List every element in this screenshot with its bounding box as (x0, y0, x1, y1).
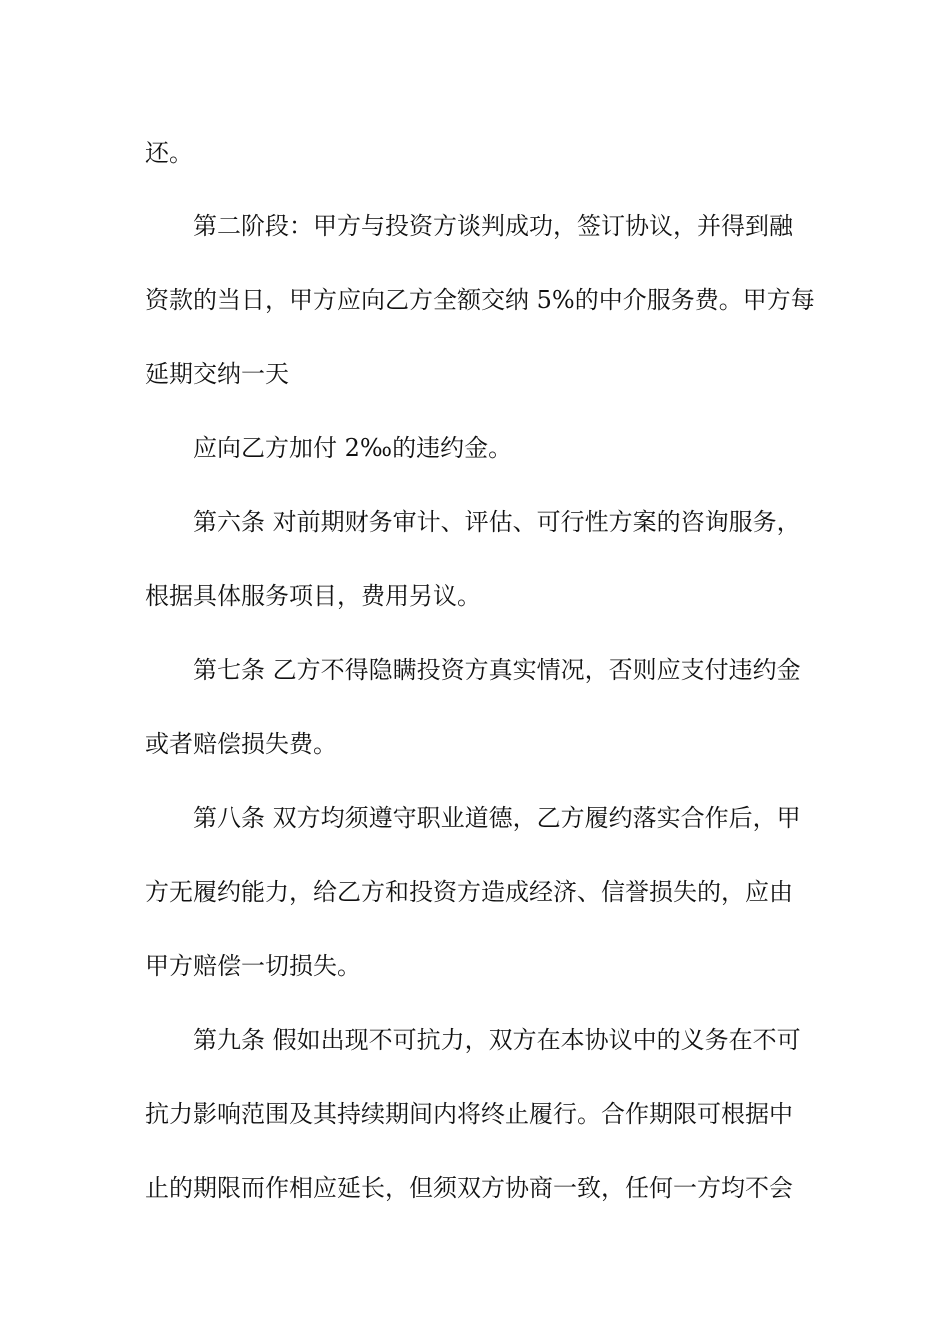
article-seven-line-1: 第七条 乙方不得隐瞒投资方真实情况，否则应支付违约金 (193, 656, 801, 684)
article-eight-line-3: 甲方赔偿一切损失。 (145, 952, 361, 980)
article-seven-line-2: 或者赔偿损失费。 (145, 730, 337, 758)
text-line-1: 还。 (145, 139, 193, 167)
paragraph-stage-two-line-3: 延期交纳一天 (145, 360, 289, 388)
article-nine-line-2: 抗力影响范围及其持续期间内将终止履行。合作期限可根据中 (145, 1100, 793, 1128)
article-eight-line-2: 方无履约能力，给乙方和投资方造成经济、信誉损失的，应由 (145, 878, 793, 906)
article-six-line-2: 根据具体服务项目，费用另议。 (145, 582, 481, 610)
article-six-line-1: 第六条 对前期财务审计、评估、可行性方案的咨询服务， (193, 508, 801, 536)
paragraph-penalty-line: 应向乙方加付 2‰的违约金。 (193, 434, 513, 462)
article-nine-line-1: 第九条 假如出现不可抗力，双方在本协议中的义务在不可 (193, 1026, 801, 1054)
article-eight-line-1: 第八条 双方均须遵守职业道德，乙方履约落实合作后，甲 (193, 804, 801, 832)
article-nine-line-3: 止的期限而作相应延长，但须双方协商一致，任何一方均不会 (145, 1174, 793, 1202)
paragraph-stage-two-line-1: 第二阶段：甲方与投资方谈判成功，签订协议，并得到融 (193, 212, 793, 240)
paragraph-stage-two-line-2: 资款的当日，甲方应向乙方全额交纳 5%的中介服务费。甲方每 (145, 286, 815, 314)
